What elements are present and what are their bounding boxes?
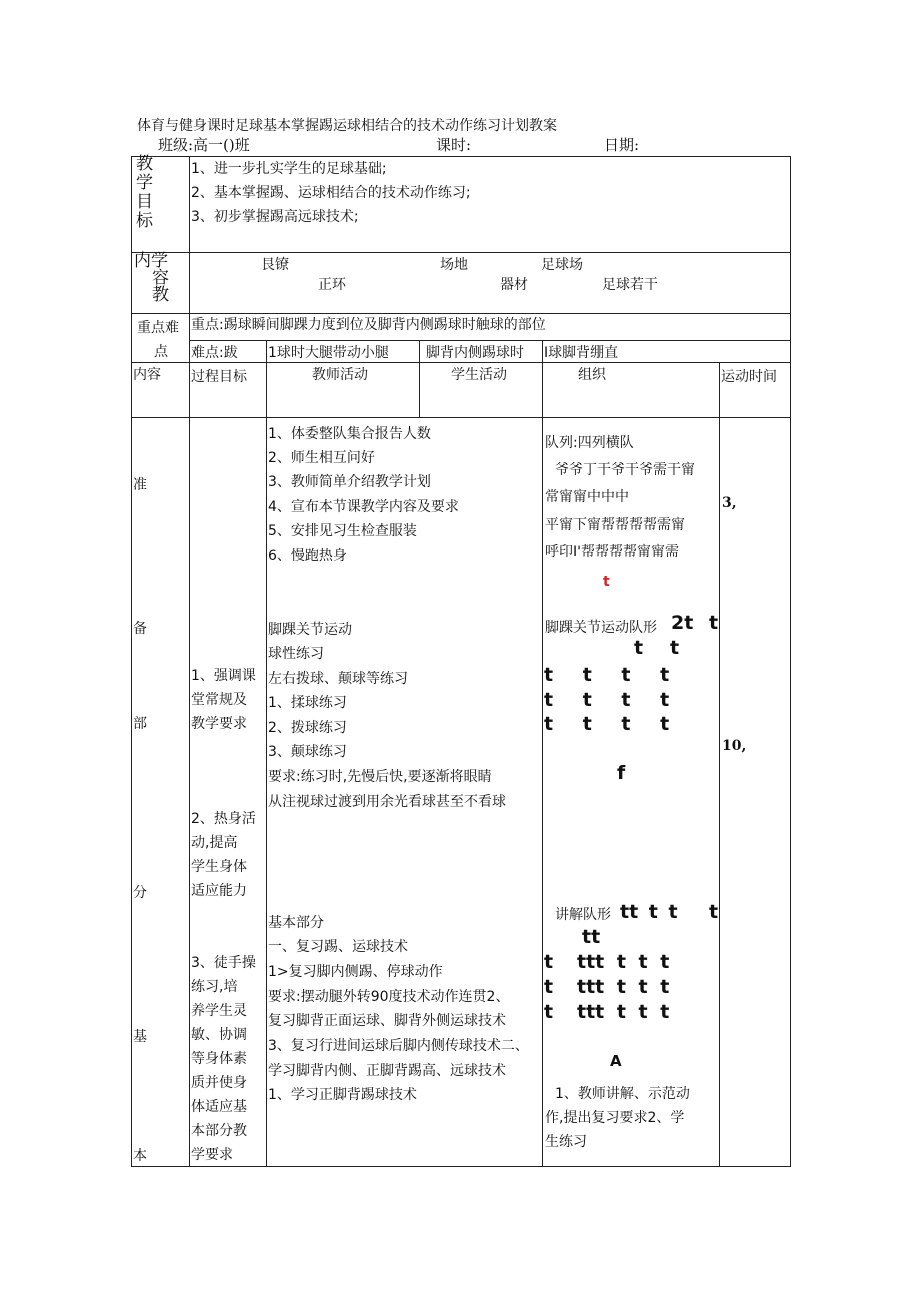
equipment-value: 足球若干 [602,277,658,293]
explain-formation-row: ttt t t t [577,976,670,998]
explain-formation-row: ttt t t t [577,951,670,973]
objectives-label: 教 学 目 标 [136,154,153,231]
date-label: 日期: [604,136,640,154]
section-label: 分 [133,885,147,901]
explain-formation-row: t [544,951,554,973]
header-teacher: 教师活动 [312,367,368,383]
explain-formation-mark: tt [582,926,601,948]
objective-item: 3、初步掌握踢高远球技术; [191,209,359,225]
formation-label: 脚踝关节运动队形 [545,620,657,636]
explain-formation-mark: t [709,901,719,923]
section-label: 基 [133,1029,147,1045]
equipment-label: 器材 [500,277,528,293]
difficult-point-part: I球脚背绷直 [544,345,619,361]
formation-mark: 2t [671,612,694,634]
formation-row: t t t t [544,689,670,711]
section-label: 备 [133,621,147,637]
explain-formation-label: 讲解队形 [555,907,611,923]
time-value: 10, [722,738,747,754]
formation-mark: t [670,637,680,659]
explain-formation-mark: tt t t [620,901,678,923]
formation-row: t t t t [544,664,670,686]
header-time: 运动时间 [721,369,777,385]
formation-mark: t [634,637,644,659]
difficult-point-part: 1球时大腿带动小腿 [268,345,389,361]
content-label: 内学 容 教 [134,251,169,305]
formation-mark: f [617,762,626,784]
venue-label: 场地 [440,257,468,273]
header-goal: 过程目标 [191,369,247,385]
key-points-label-2: 点 [154,344,168,360]
teacher-position-marker: t [603,574,610,590]
difficult-point: 难点:跋 [191,345,238,361]
key-points-label: 重点难 [137,320,179,336]
venue-value: 足球场 [541,257,583,273]
document-title: 体育与健身课时足球基本掌握踢运球相结合的技术动作练习计划教案 [137,118,557,134]
header-organization: 组织 [578,367,606,383]
objective-item: 2、基本掌握踢、运球相结合的技术动作练习; [191,185,471,201]
key-point: 重点:踢球瞬间脚踝力度到位及脚背内侧踢球时触球的部位 [191,317,546,333]
content-name: 艮镣 [261,257,289,273]
header-content: 内容 [133,367,161,383]
section-label: 部 [133,716,147,732]
period-label: 课时: [436,136,472,154]
section-label: 本 [133,1148,147,1164]
header-student: 学生活动 [451,367,507,383]
explain-formation-teacher: A [610,1052,622,1070]
explain-formation-row: ttt t t t [577,1001,670,1023]
time-value: 3, [722,495,737,511]
difficult-point-part: 脚背内侧踢球时 [426,345,524,361]
section-label: 准 [133,477,147,493]
explain-formation-row: t [544,976,554,998]
content-name-2: 正环 [318,277,346,293]
class-label: 班级:高一()班 [158,136,250,154]
objective-item: 1、进一步扎实学生的足球基础; [191,161,387,177]
formation-row: t t t t [544,713,670,735]
formation-mark: t [709,612,719,634]
explain-formation-row: t [544,1001,554,1023]
